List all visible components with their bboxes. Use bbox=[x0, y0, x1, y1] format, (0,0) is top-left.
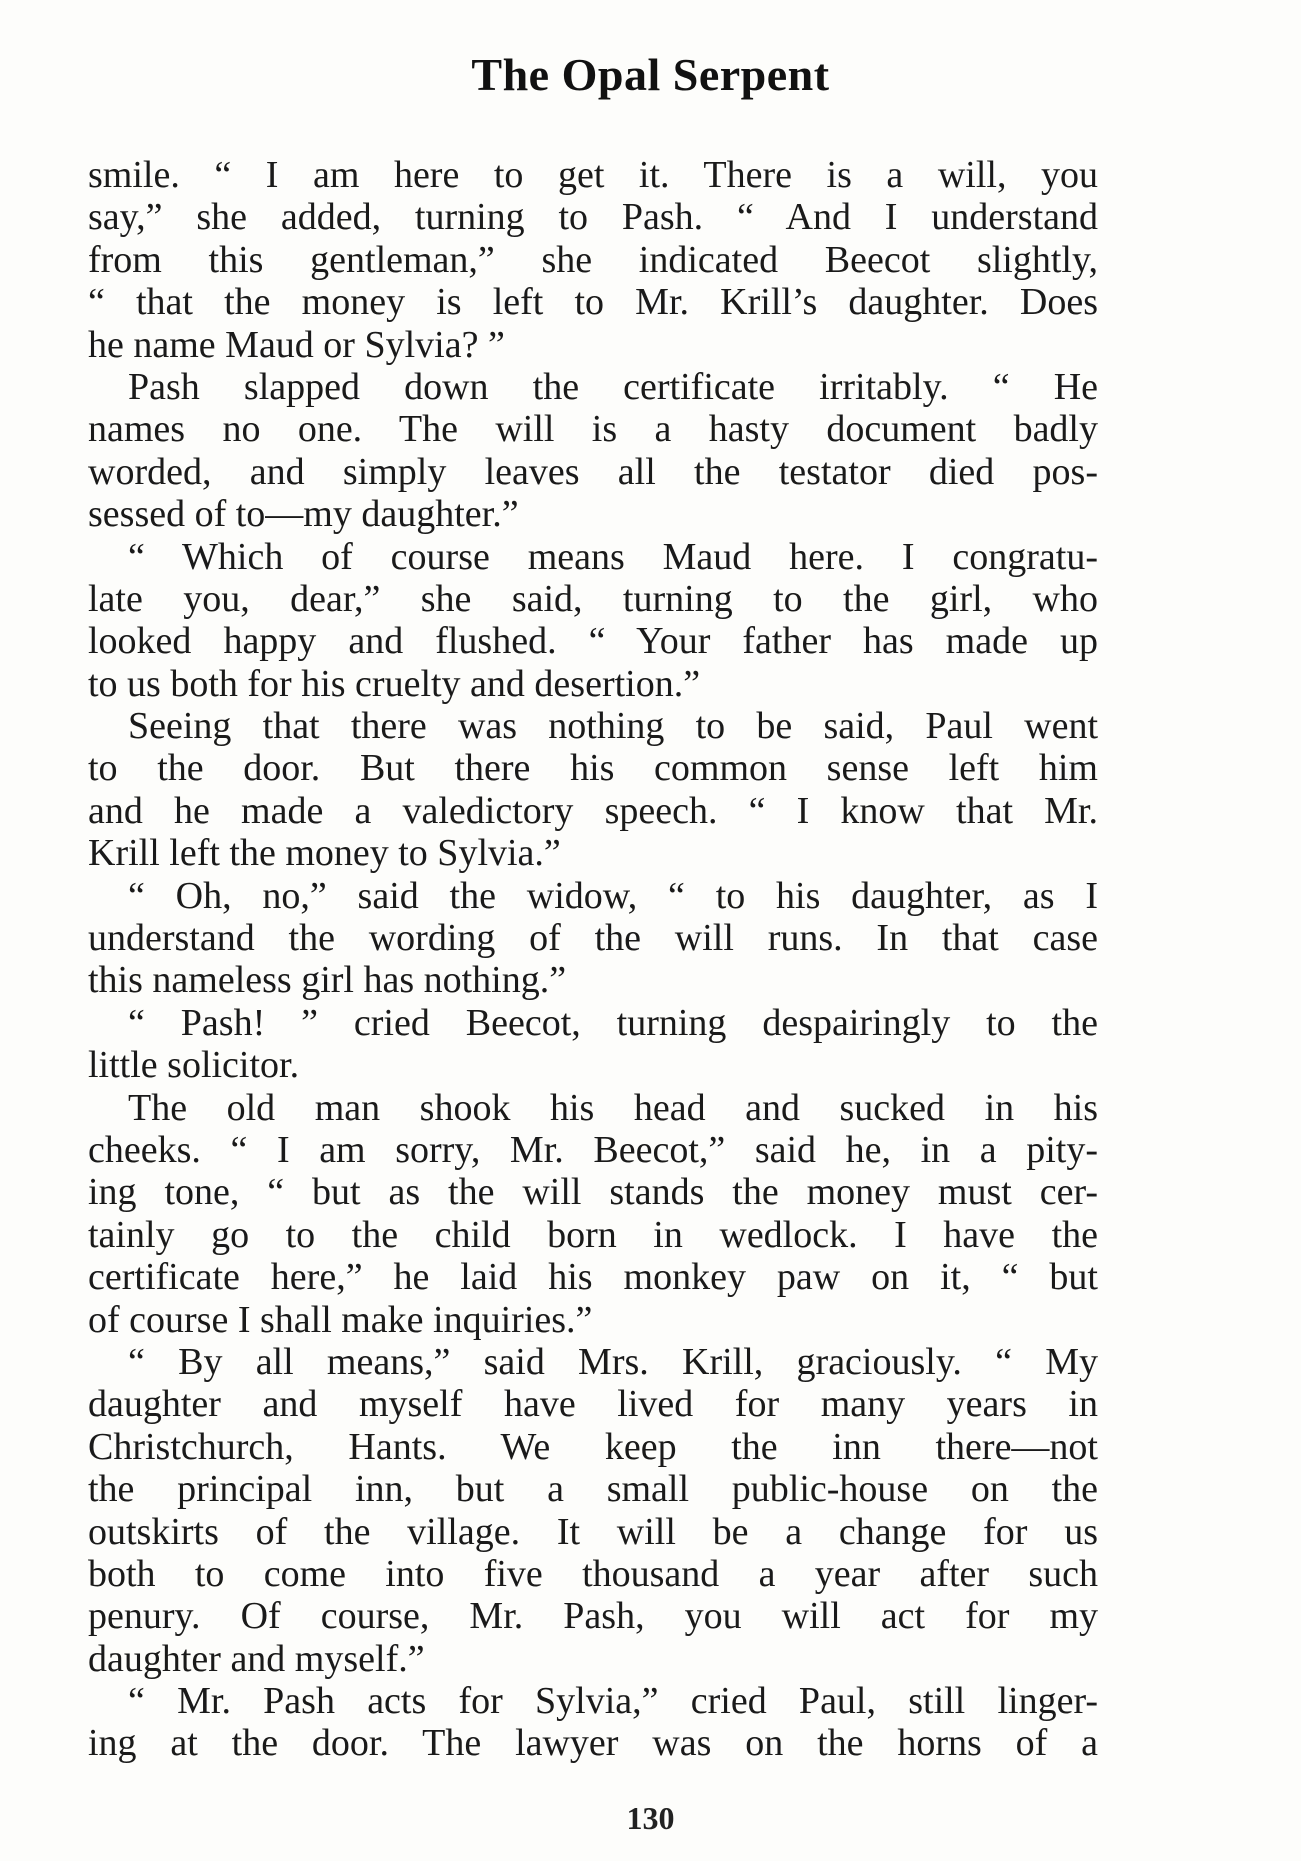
text-line: certificate here,” he laid his monkey paw on it, “ but bbox=[88, 1256, 1098, 1299]
text-line: “ Mr. Pash acts for Sylvia,” cried Paul, still linger- bbox=[128, 1680, 1098, 1723]
body-text bbox=[88, 154, 1098, 1765]
text-line: of course I shall make inquiries.” bbox=[88, 1298, 593, 1341]
text-line: ing at the door. The lawyer was on the horns of a bbox=[88, 1722, 1098, 1765]
text-line: both to come into five thousand a year after such bbox=[88, 1552, 1098, 1595]
text-line: outskirts of the village. It will be a change for us bbox=[88, 1510, 1098, 1553]
page-number: 130 bbox=[626, 1800, 675, 1836]
text-line: “ Oh, no,” said the widow, “ to his daughter, as I bbox=[128, 874, 1098, 917]
text-line: daughter and myself.” bbox=[88, 1637, 425, 1680]
text-line: “ Pash! ” cried Beecot, turning despairingly to the bbox=[128, 1001, 1098, 1044]
text-line: and he made a valedictory speech. “ I know that Mr. bbox=[88, 789, 1098, 832]
text-line: looked happy and flushed. “ Your father has made up bbox=[88, 620, 1098, 663]
text-line: “ Which of course means Maud here. I congratu- bbox=[128, 535, 1098, 578]
text-line: Krill left the money to Sylvia.” bbox=[88, 832, 561, 875]
text-line: Seeing that there was nothing to be said, Paul went bbox=[128, 705, 1098, 748]
text-line: Pash slapped down the certificate irritably. “ He bbox=[128, 365, 1098, 408]
text-line: say,” she added, turning to Pash. “ And I understand bbox=[88, 196, 1098, 239]
text-line: little solicitor. bbox=[88, 1044, 300, 1087]
text-line: the principal inn, but a small public-house on the bbox=[88, 1468, 1098, 1511]
text-line: this nameless girl has nothing.” bbox=[88, 959, 567, 1002]
text-line: ing tone, “ but as the will stands the money must cer- bbox=[88, 1171, 1098, 1214]
text-line: to the door. But there his common sense left him bbox=[88, 747, 1098, 790]
text-line: “ By all means,” said Mrs. Krill, graciously. “ My bbox=[128, 1340, 1098, 1383]
text-line: names no one. The will is a hasty document badly bbox=[88, 408, 1098, 451]
text-line: daughter and myself have lived for many years in bbox=[88, 1383, 1098, 1426]
text-line: to us both for his cruelty and desertion.” bbox=[88, 662, 701, 705]
text-line: smile. “ I am here to get it. There is a will, you bbox=[88, 154, 1098, 196]
text-line: cheeks. “ I am sorry, Mr. Beecot,” said he, in a pity- bbox=[88, 1128, 1098, 1171]
running-title: The Opal Serpent bbox=[471, 49, 830, 100]
text-line: “ that the money is left to Mr. Krill’s daughter. Does bbox=[88, 281, 1098, 324]
text-line: understand the wording of the will runs. In that case bbox=[88, 917, 1098, 960]
text-line: sessed of to—my daughter.” bbox=[88, 493, 519, 536]
text-line: from this gentleman,” she indicated Beecot slightly, bbox=[88, 238, 1098, 281]
text-line: Christchurch, Hants. We keep the inn there—not bbox=[88, 1425, 1098, 1468]
text-line: The old man shook his head and sucked in his bbox=[128, 1086, 1098, 1129]
text-line: late you, dear,” she said, turning to the girl, who bbox=[88, 577, 1098, 620]
text-line: penury. Of course, Mr. Pash, you will act for my bbox=[88, 1595, 1098, 1638]
text-line: he name Maud or Sylvia? ” bbox=[88, 323, 505, 366]
text-line: tainly go to the child born in wedlock. I have the bbox=[88, 1213, 1098, 1256]
text-line: worded, and simply leaves all the testator died pos- bbox=[88, 450, 1098, 493]
